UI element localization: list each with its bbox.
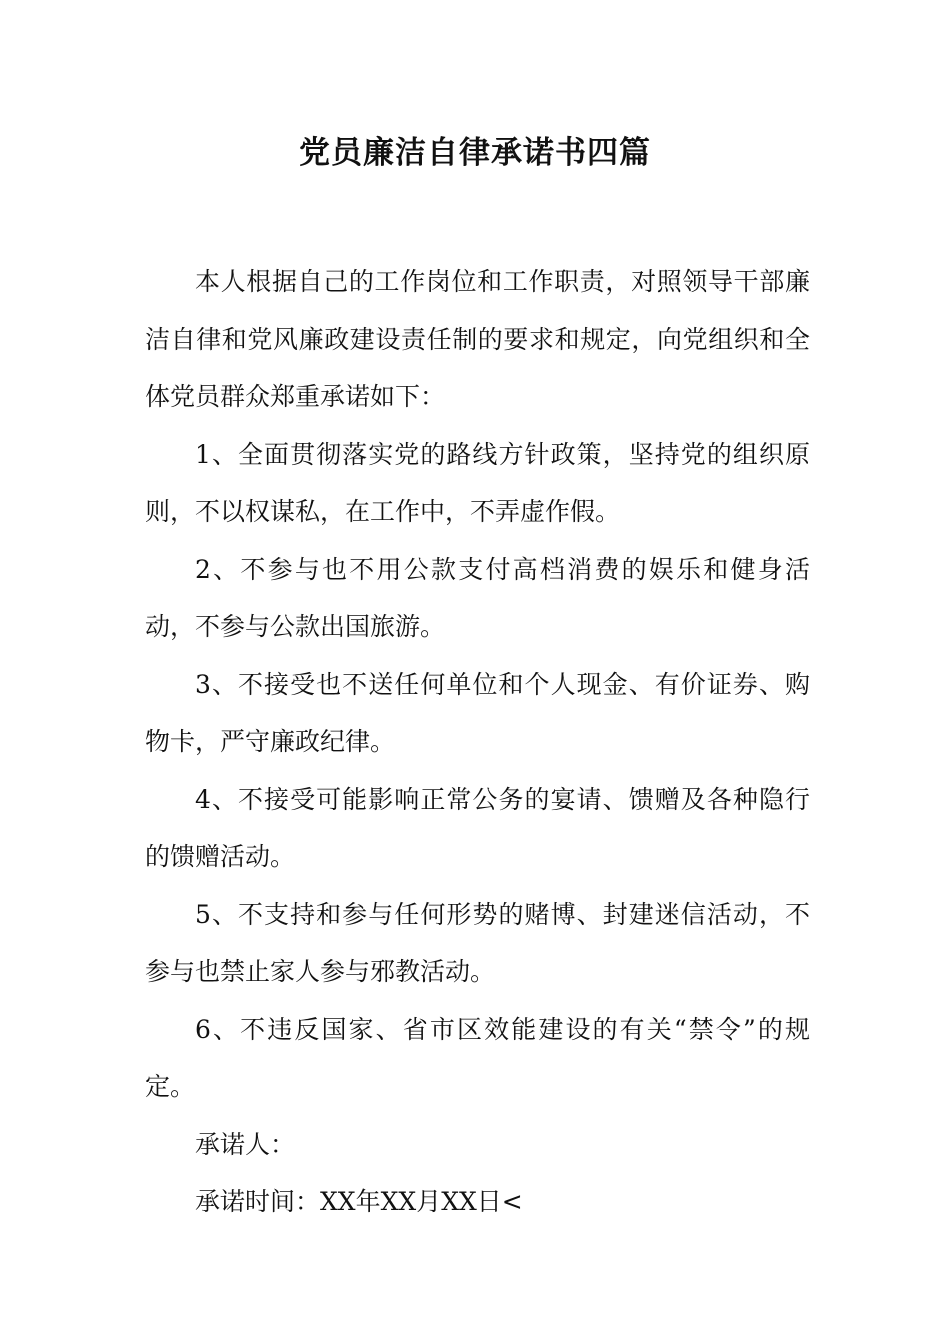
document-body xyxy=(145,253,810,1231)
commitment-item-1: 1、全面贯彻落实党的路线方针政策，坚持党的组织原则，不以权谋私，在工作中，不弄虚作假。 xyxy=(145,439,810,526)
commitment-item-6: 6、不违反国家、省市区效能建设的有关“禁令”的规定。 xyxy=(145,1014,810,1101)
commitment-item-5: 5、不支持和参与任何形势的赌博、封建迷信活动，不参与也禁止家人参与邪教活动。 xyxy=(145,899,810,986)
commitment-item-3: 3、不接受也不送任何单位和个人现金、有价证券、购物卡，严守廉政纪律。 xyxy=(145,669,810,756)
commitment-item-2: 2、不参与也不用公款支付高档消费的娱乐和健身活动，不参与公款出国旅游。 xyxy=(145,554,810,641)
promiser-label: 承诺人： xyxy=(195,1129,296,1159)
document-title: 党员廉洁自律承诺书四篇 xyxy=(299,135,651,171)
commitment-item-4: 4、不接受可能影响正常公务的宴请、馈赠及各种隐行的馈赠活动。 xyxy=(145,784,810,871)
promise-date-line: 承诺时间：XX年XX月XX日< xyxy=(195,1187,523,1216)
intro-paragraph: 本人根据自己的工作岗位和工作职责，对照领导干部廉洁自律和党风廉政建设责任制的要求和规定，向党组织和全体党员群众郑重承诺如下： xyxy=(145,267,810,411)
